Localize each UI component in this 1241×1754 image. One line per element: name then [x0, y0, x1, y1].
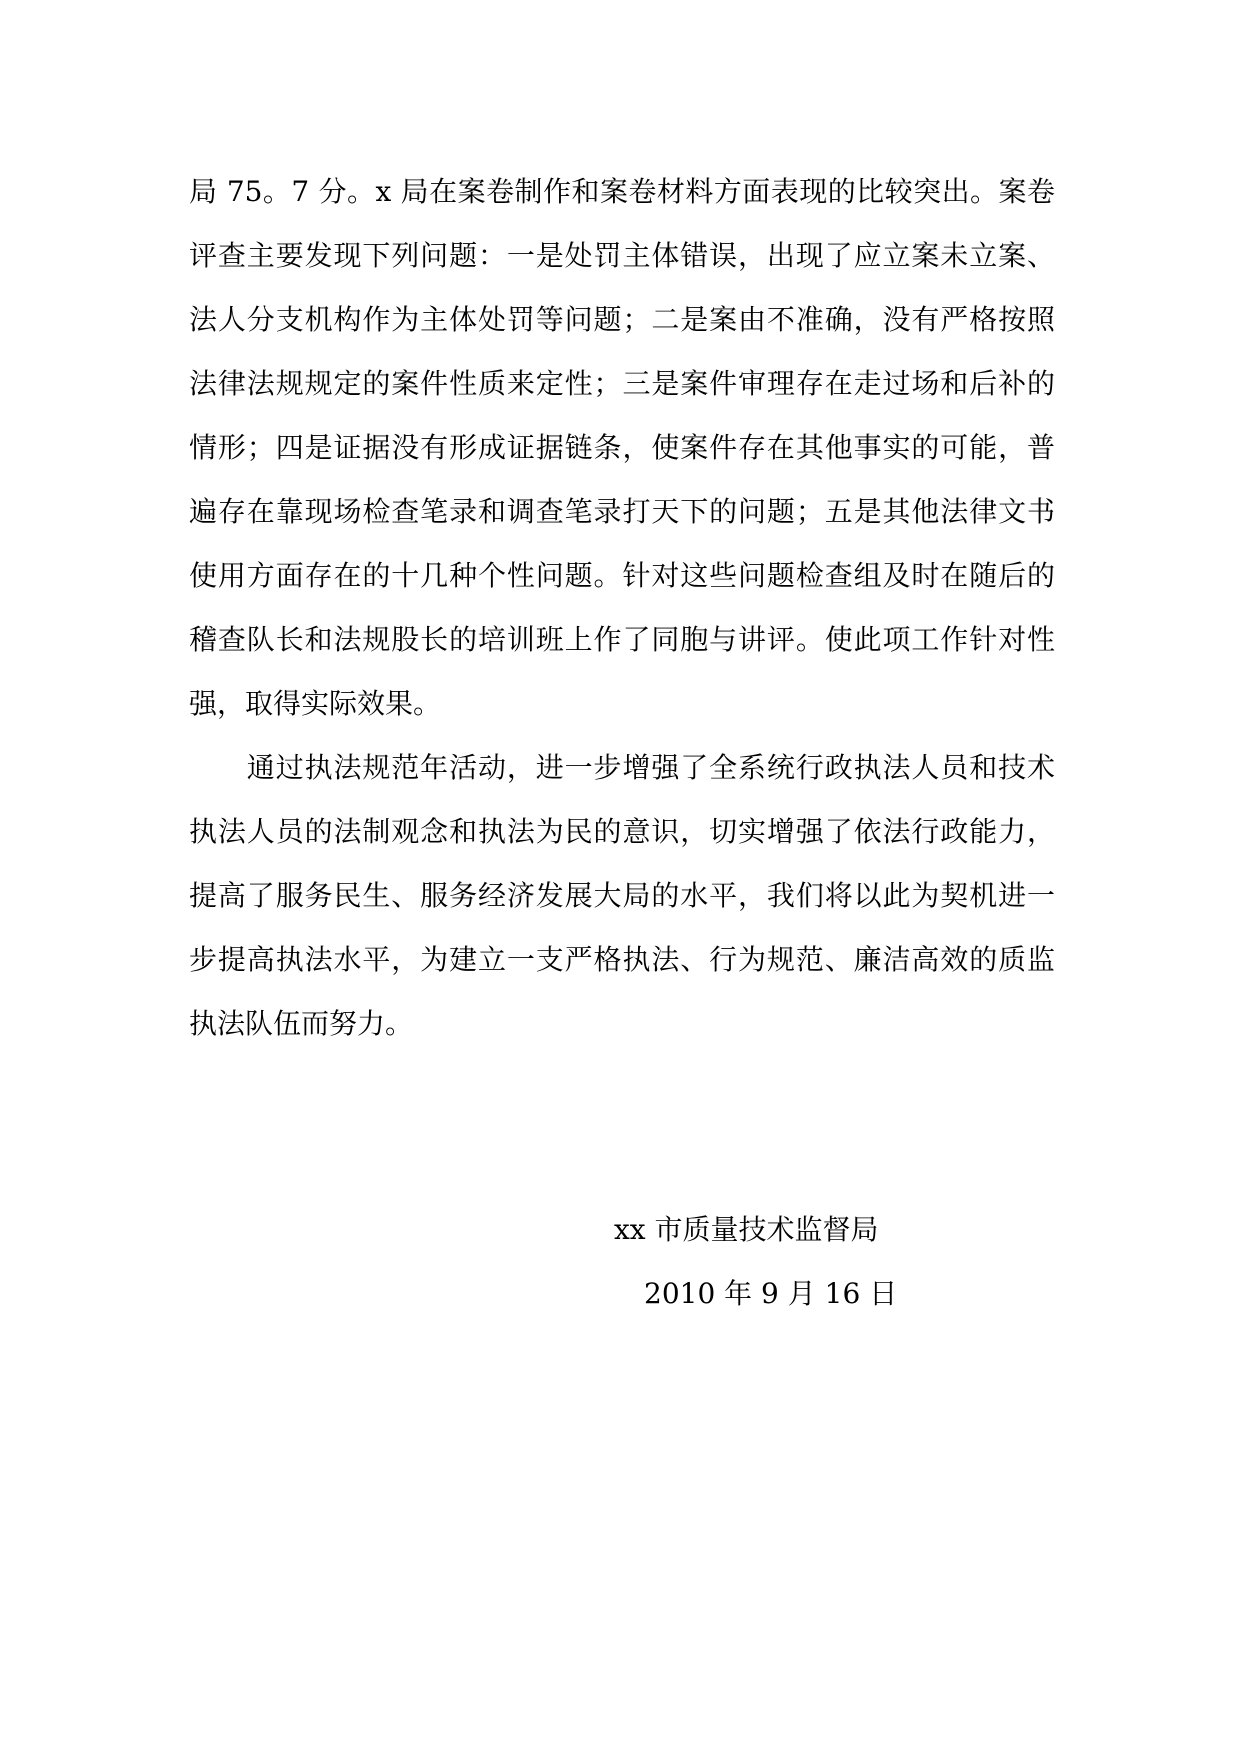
text-line: 稽查队长和法规股长的培训班上作了同胞与讲评。使此项工作针对性: [189, 623, 1055, 656]
signature-block: [614, 1198, 1034, 1326]
text-line: 通过执法规范年活动，进一步增强了全系统行政执法人员和技术: [189, 751, 1055, 784]
text-line: 遍存在靠现场检查笔录和调查笔录打天下的问题；五是其他法律文书: [189, 495, 1055, 528]
text-line: 评查主要发现下列问题：一是处罚主体错误，出现了应立案未立案、: [189, 239, 1055, 272]
text-line: 使用方面存在的十几种个性问题。针对这些问题检查组及时在随后的: [189, 559, 1055, 592]
text-line: 步提高执法水平，为建立一支严格执法、行为规范、廉洁高效的质监: [189, 943, 1055, 976]
text-line: 强，取得实际效果。: [189, 687, 442, 720]
paragraph-case-review: [189, 160, 1055, 736]
text-line: 情形；四是证据没有形成证据链条，使案件存在其他事实的可能，普: [189, 431, 1055, 464]
issuing-organization: xx 市质量技术监督局: [614, 1213, 879, 1246]
text-line: 法律法规规定的案件性质来定性；三是案件审理存在走过场和后补的: [189, 367, 1055, 400]
document-body: [189, 160, 1055, 1056]
text-line: 执法队伍而努力。: [189, 1007, 414, 1040]
document-date: 2010 年 9 月 16 日: [644, 1277, 898, 1310]
text-line: 提高了服务民生、服务经济发展大局的水平，我们将以此为契机进一: [189, 879, 1055, 912]
text-line: 执法人员的法制观念和执法为民的意识，切实增强了依法行政能力，: [189, 815, 1055, 848]
paragraph-conclusion: [189, 736, 1055, 1056]
text-line: 局 75。7 分。x 局在案卷制作和案卷材料方面表现的比较突出。案卷: [189, 175, 1055, 208]
text-line: 法人分支机构作为主体处罚等问题；二是案由不准确，没有严格按照: [189, 303, 1055, 336]
